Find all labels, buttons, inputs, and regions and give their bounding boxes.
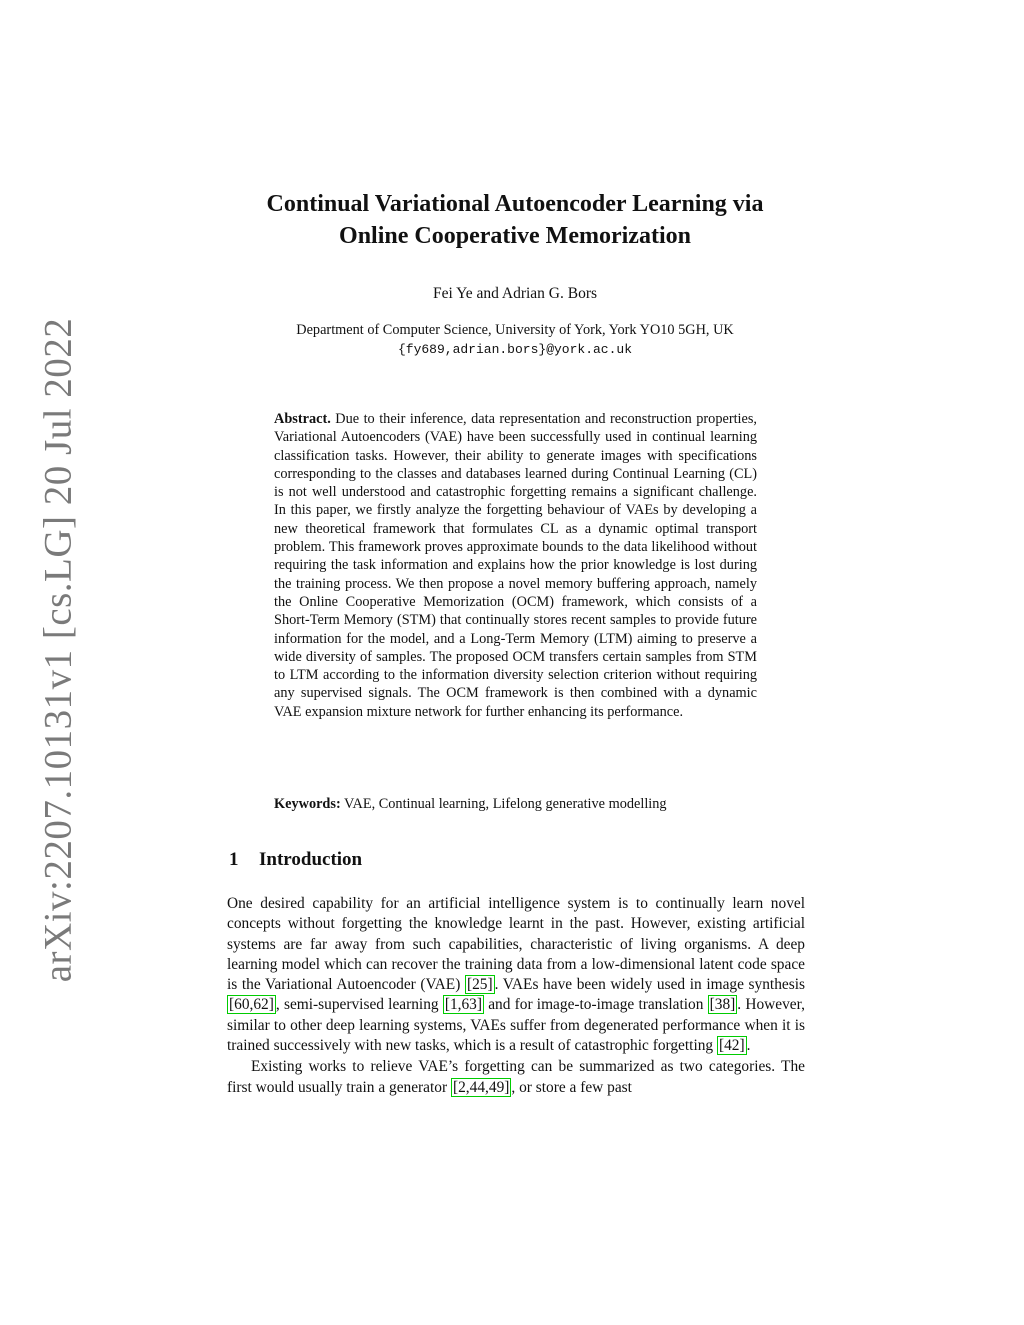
abstract-text: Due to their inference, data representation and reconstruction properties, Variational Autoencoders (VAE) have been successfully used in continual learning classification tasks. However, their ability to generate images with specifications corresponding to the classes and databases learned during Continual Learning (CL) is not well understood and catastrophic forgetting remains a significant challenge. In this paper, we firstly analyze the forgetting behaviour of VAEs by developing a new theoretical framework that formulates CL as a dynamic optimal transport problem. This framework proves approximate bounds to the data likelihood without requiring the task information and explains how the prior knowledge is lost during the training process. We then propose a novel memory buffering approach, namely the Online Cooperative Memorization (OCM) framework, which consists of a Short-Term Memory (STM) that continually stores recent samples to provide future information for the model, and a Long-Term Memory (LTM) aiming to preserve a wide diversity of samples. The proposed OCM transfers certain samples from STM to LTM according to the information diversity selection criterion without requiring any supervised signals. The OCM framework is then combined with a dynamic VAE expansion mixture network for further enhancing its performance. <box>274 411 758 720</box>
citation-link[interactable]: [2,44,49] <box>452 1078 510 1096</box>
paragraph-text: , or store a few past <box>511 1078 632 1096</box>
paragraph-text: , semi-supervised learning <box>275 996 443 1014</box>
title-line-1: Continual Variational Autoencoder Learning via <box>266 191 764 217</box>
citation-link[interactable]: [60,62] <box>229 996 274 1014</box>
affiliation-block <box>200 320 830 360</box>
abstract-label: Abstract. <box>274 411 331 427</box>
paragraph-text: One desired capability for an artificial intelligence system is to continually learn novel concepts without forgetting the knowledge learnt in the past. However, existing artificial systems are far away from such capabilities, characteristic of living organisms. A deep learning model which can recover the training data from a low-dimensional latent code space is the Variational Autoencoder (VAE) <box>227 895 805 994</box>
paper-title <box>200 188 830 252</box>
paragraph-2 <box>227 1057 805 1098</box>
paragraph-text: and for image-to-image translation <box>484 996 708 1014</box>
citation-link[interactable]: [1,63] <box>444 996 482 1014</box>
title-line-2: Online Cooperative Memorization <box>339 223 691 249</box>
paragraph-text: . However, similar to other deep learning systems, VAEs suffer from degenerated performance when it is trained successively with new tasks, which is a result of catastrophic forgetting <box>227 996 805 1055</box>
arxiv-identifier: arXiv:2207.10131v1 [cs.LG] 20 Jul 2022 <box>36 317 80 983</box>
paragraph-1 <box>227 894 805 1056</box>
paragraph-text: . <box>746 1037 751 1055</box>
paragraph-text: . VAEs have been widely used in image synthesis <box>494 976 805 994</box>
citation-link[interactable]: [38] <box>709 996 736 1014</box>
keywords-text: VAE, Continual learning, Lifelong generative modelling <box>344 796 667 812</box>
citation-link[interactable]: [25] <box>466 976 493 994</box>
keywords <box>274 795 757 813</box>
section-number: 1 <box>229 849 239 870</box>
paragraph-text: Existing works to relieve VAE’s forgetting can be summarized as two categories. The first would usually train a generator <box>227 1058 805 1096</box>
introduction-body <box>227 894 805 1098</box>
section-heading <box>229 849 362 871</box>
affiliation: Department of Computer Science, University of York, York YO10 5GH, UK <box>296 322 734 338</box>
authors: Fei Ye and Adrian G. Bors <box>432 285 598 302</box>
keywords-label: Keywords: <box>274 796 341 812</box>
citation-link[interactable]: [42] <box>718 1037 745 1055</box>
abstract <box>274 410 757 721</box>
email: {fy689,adrian.bors}@york.ac.uk <box>397 342 633 357</box>
section-title: Introduction <box>259 849 363 870</box>
